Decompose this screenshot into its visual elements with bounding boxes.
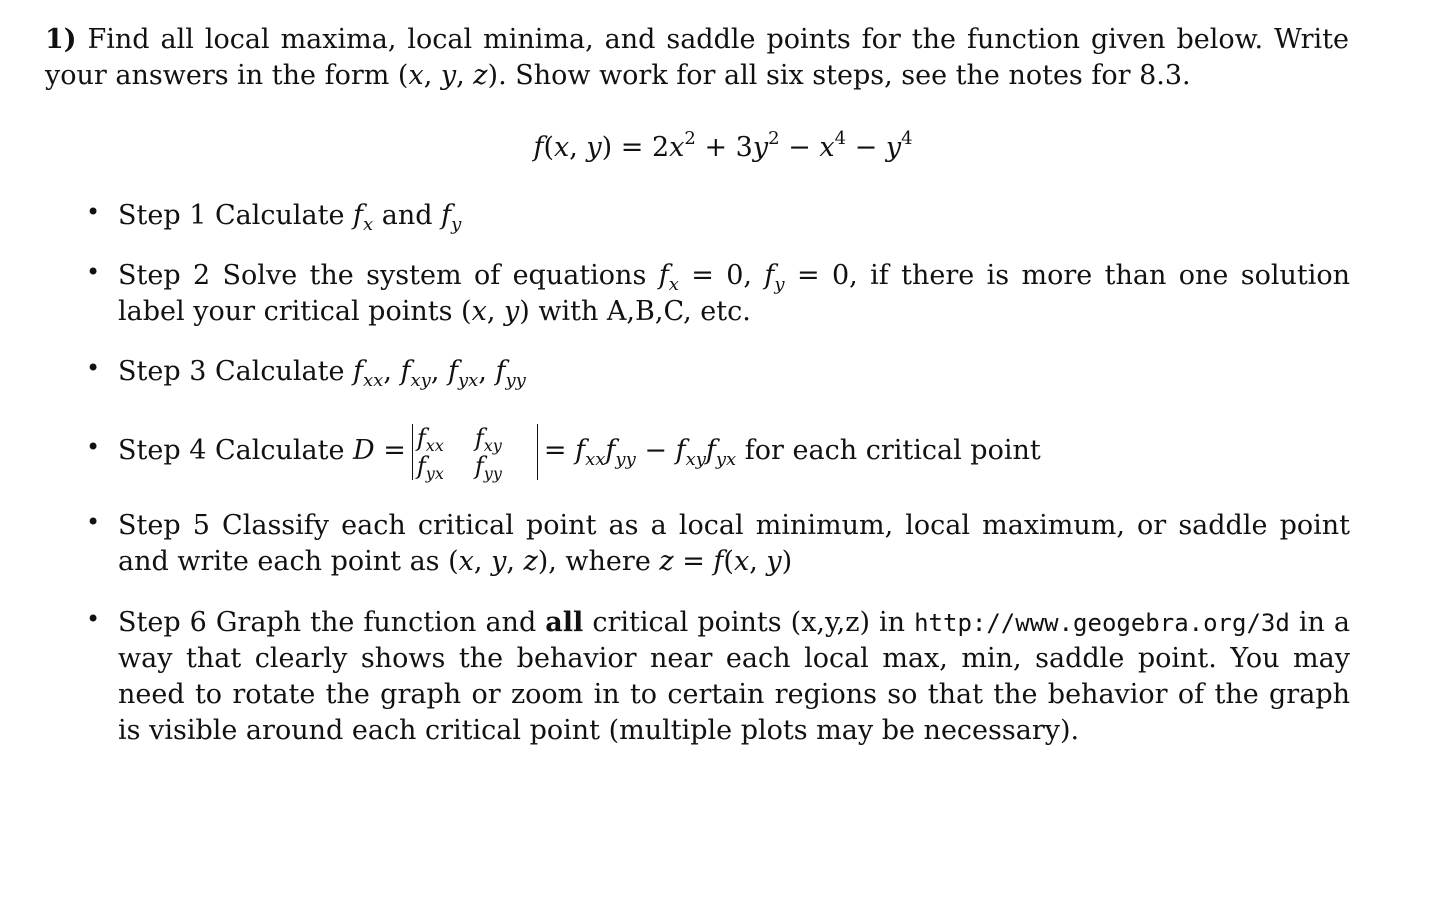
step-5-label: Step 5	[118, 510, 210, 541]
emphasis-all: all	[545, 607, 584, 638]
step-2: Step 2 Solve the system of equations $f_x = 0$, $f_y = 0$, if there is more than one solution label your critical points (x, y) with A,B,C, etc.	[118, 260, 1350, 327]
bullet-icon: •	[86, 433, 101, 461]
step-3-label: Step 3	[118, 356, 207, 387]
bullet-icon: •	[86, 198, 101, 226]
step-2-label: Step 2	[118, 260, 211, 291]
step-6-label: Step 6	[118, 607, 207, 638]
bullet-icon: •	[86, 605, 101, 633]
step-4: Step 4 Calculate D = $f_{xx}$ $f_{xy}$ $f_{yx}$ $f_{yy}$ = $f_{xx}f_{yy} - f_{xy}f_{yx}$ for each critical point	[118, 423, 1041, 483]
step-4-label: Step 4	[118, 435, 207, 466]
bullet-icon: •	[86, 354, 101, 382]
bullet-icon: •	[86, 508, 101, 536]
problem-intro: 1) Find all local maxima, local minima, and saddle points for the function given below. Write your answers in the form (x, y, z). Show work for all six steps, see the notes for 8.3.	[45, 24, 1349, 91]
step-6: Step 6 Graph the function and all critical points (x,y,z) in http://www.geogebra.org/3d in a way that clearly shows the behavior near each local max, min, saddle point. You may need to rotate the graph or zoom in to certain regions so that the behavior of the graph is visible around each critical point (multiple plots may be necessary).	[118, 607, 1350, 746]
geogebra-link[interactable]: http://www.geogebra.org/3d	[914, 609, 1290, 637]
determinant-matrix: $f_{xx}$ $f_{xy}$ $f_{yx}$ $f_{yy}$	[412, 424, 538, 480]
step-1-label: Step 1	[118, 200, 207, 231]
step-5: Step 5 Classify each critical point as a local minimum, local maximum, or saddle point and write each point as (x, y, z), where z = f(x, y)	[118, 510, 1350, 577]
function-equation: f(x, $y) = 2x^2 + 3y^2 - x^4 - y^4$	[533, 128, 913, 163]
bullet-icon: •	[86, 258, 101, 286]
step-3: Step 3 Calculate $f_{xx}$, $f_{xy}$, $f_{yx}$, $f_{yy}$	[118, 356, 526, 391]
problem-number: 1)	[45, 24, 77, 55]
step-1: Step 1 Calculate $f_x$ and $f_y$	[118, 200, 462, 235]
